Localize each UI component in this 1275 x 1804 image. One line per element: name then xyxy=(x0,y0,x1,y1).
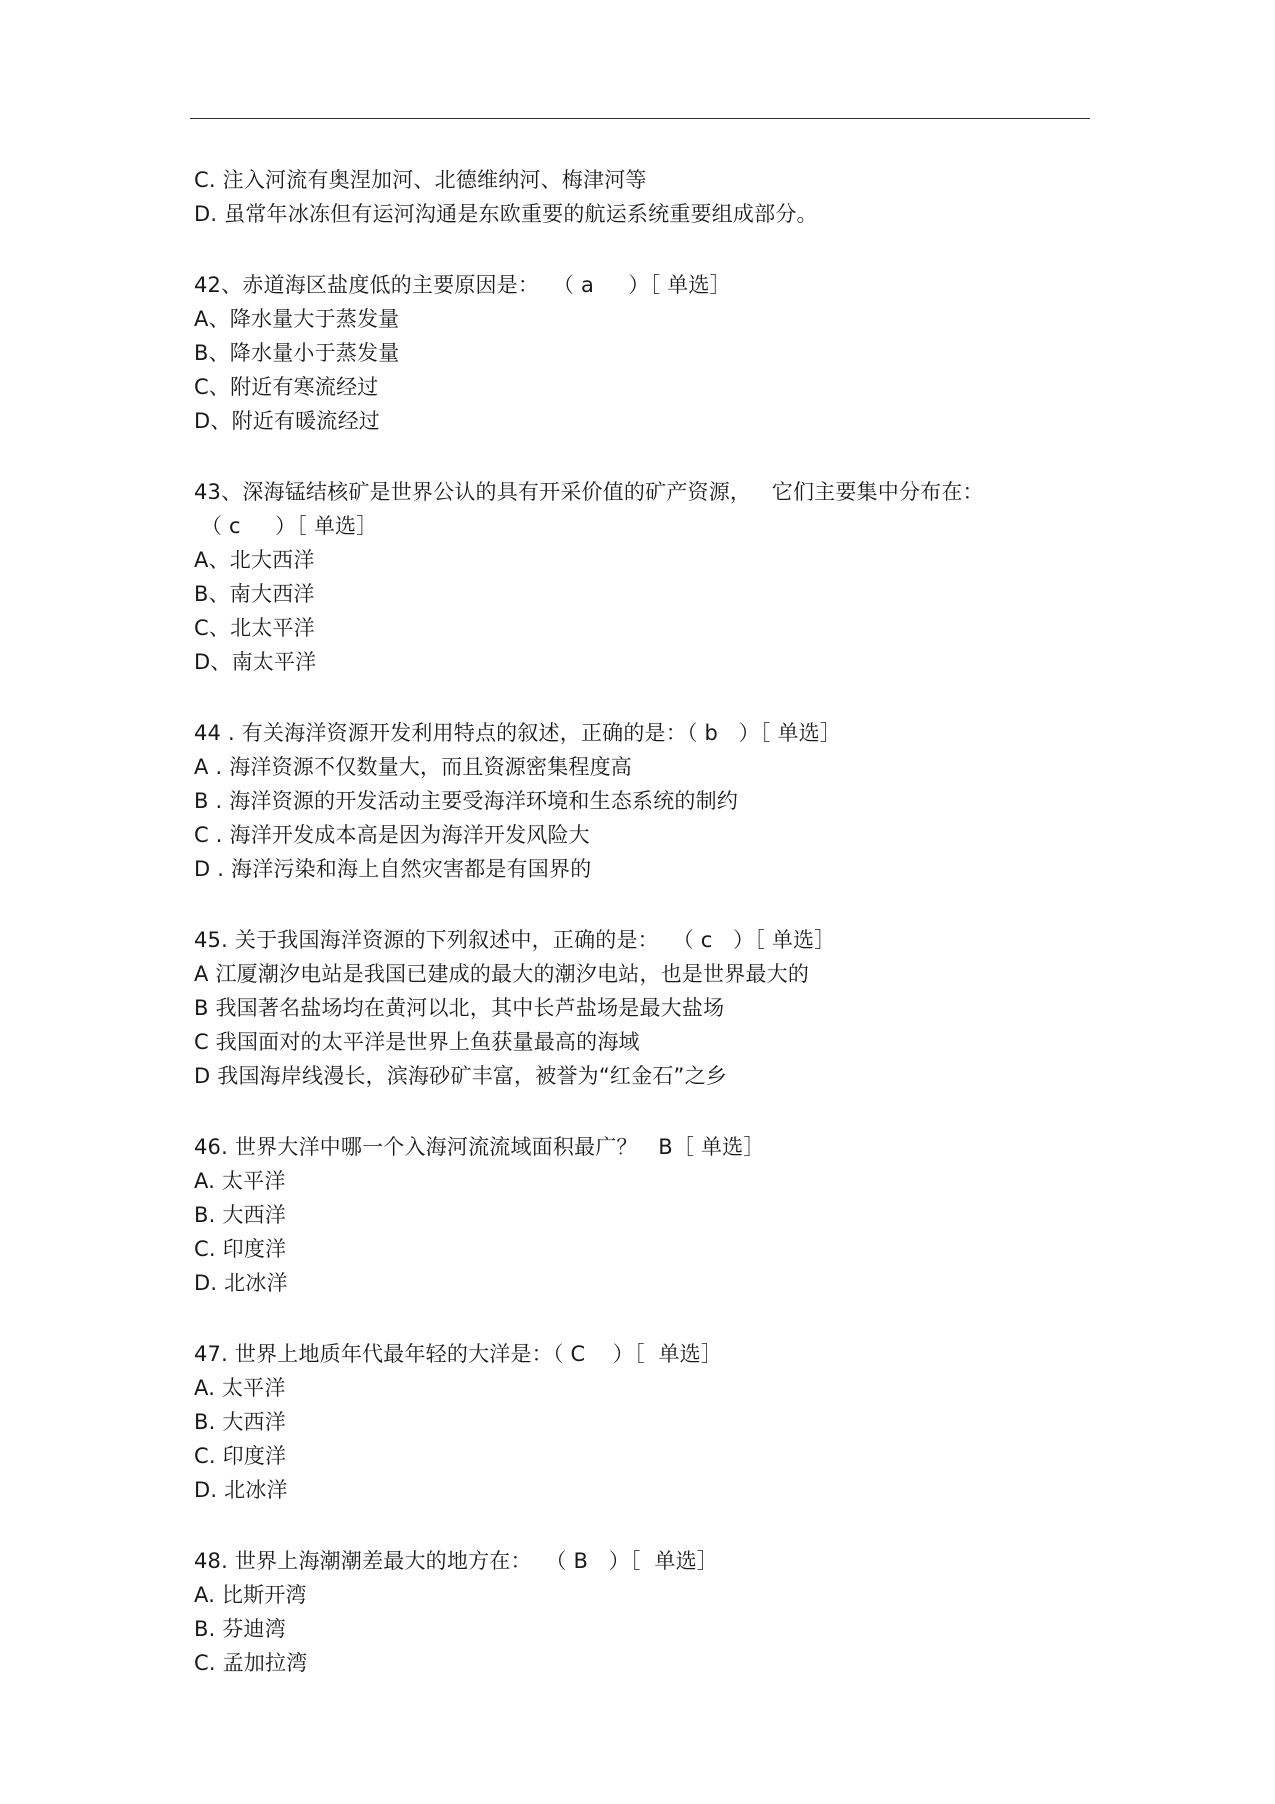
question-stem: 47. 世界上地质年代最年轻的大洋是：（ C ）［ 单选］ xyxy=(194,1342,723,1366)
question-43 xyxy=(194,475,1094,679)
option-a: A. 比斯开湾 xyxy=(194,1583,307,1607)
option-b: B. 大西洋 xyxy=(194,1203,286,1227)
question-stem: 42、赤道海区盐度低的主要原因是： （ a ）［ 单选］ xyxy=(194,273,731,297)
option-b: B 我国著名盐场均在黄河以北，其中长芦盐场是最大盐场 xyxy=(194,996,725,1020)
document-body xyxy=(194,163,1094,1717)
option-c: C . 海洋开发成本高是因为海洋开发风险大 xyxy=(194,823,590,847)
question-stem-continued: （ c ）［ 单选］ xyxy=(194,514,378,538)
option-d: D、南太平洋 xyxy=(194,650,317,674)
option-a: A、北大西洋 xyxy=(194,548,315,572)
option-c: C、附近有寒流经过 xyxy=(194,375,379,399)
option-a: A. 太平洋 xyxy=(194,1376,286,1400)
question-stem: 44 . 有关海洋资源开发利用特点的叙述，正确的是：（ b ）［ 单选］ xyxy=(194,721,842,745)
option-b: B、南大西洋 xyxy=(194,582,315,606)
option-c: C. 孟加拉湾 xyxy=(194,1651,308,1675)
option-d: D、附近有暖流经过 xyxy=(194,409,380,433)
option-line: D. 虽常年冰冻但有运河沟通是东欧重要的航运系统重要组成部分。 xyxy=(194,202,818,226)
option-d: D . 海洋污染和海上自然灾害都是有国界的 xyxy=(194,857,592,881)
option-c: C 我国面对的太平洋是世界上鱼获量最高的海域 xyxy=(194,1030,640,1054)
option-d: D. 北冰洋 xyxy=(194,1271,288,1295)
question-46 xyxy=(194,1130,1094,1300)
question-stem: 45. 关于我国海洋资源的下列叙述中，正确的是： （ c ）［ 单选］ xyxy=(194,928,836,952)
question-48 xyxy=(194,1544,1094,1680)
option-d: D 我国海岸线漫长，滨海砂矿丰富，被誉为“红金石”之乡 xyxy=(194,1064,728,1088)
question-stem: 46. 世界大洋中哪一个入海河流流域面积最广？ B［ 单选］ xyxy=(194,1135,765,1159)
option-a: A 江厦潮汐电站是我国已建成的最大的潮汐电站，也是世界最大的 xyxy=(194,962,810,986)
option-a: A . 海洋资源不仅数量大，而且资源密集程度高 xyxy=(194,755,632,779)
option-c: C. 印度洋 xyxy=(194,1237,287,1261)
option-b: B. 芬迪湾 xyxy=(194,1617,286,1641)
header-rule xyxy=(190,118,1090,119)
option-b: B. 大西洋 xyxy=(194,1410,286,1434)
option-b: B、降水量小于蒸发量 xyxy=(194,341,400,365)
option-c: C、北太平洋 xyxy=(194,616,315,640)
carryover-options xyxy=(194,163,1094,231)
question-stem: 48. 世界上海潮潮差最大的地方在： （ B ）［ 单选］ xyxy=(194,1549,718,1573)
option-a: A、降水量大于蒸发量 xyxy=(194,307,400,331)
question-stem: 43、深海锰结核矿是世界公认的具有开采价值的矿产资源， 它们主要集中分布在： xyxy=(194,480,984,504)
question-47 xyxy=(194,1337,1094,1507)
question-42 xyxy=(194,268,1094,438)
option-b: B . 海洋资源的开发活动主要受海洋环境和生态系统的制约 xyxy=(194,789,739,813)
option-a: A. 太平洋 xyxy=(194,1169,286,1193)
question-44 xyxy=(194,716,1094,886)
option-c: C. 印度洋 xyxy=(194,1444,287,1468)
option-d: D. 北冰洋 xyxy=(194,1478,288,1502)
question-45 xyxy=(194,923,1094,1093)
option-line: C. 注入河流有奥涅加河、北德维纳河、梅津河等 xyxy=(194,168,647,192)
